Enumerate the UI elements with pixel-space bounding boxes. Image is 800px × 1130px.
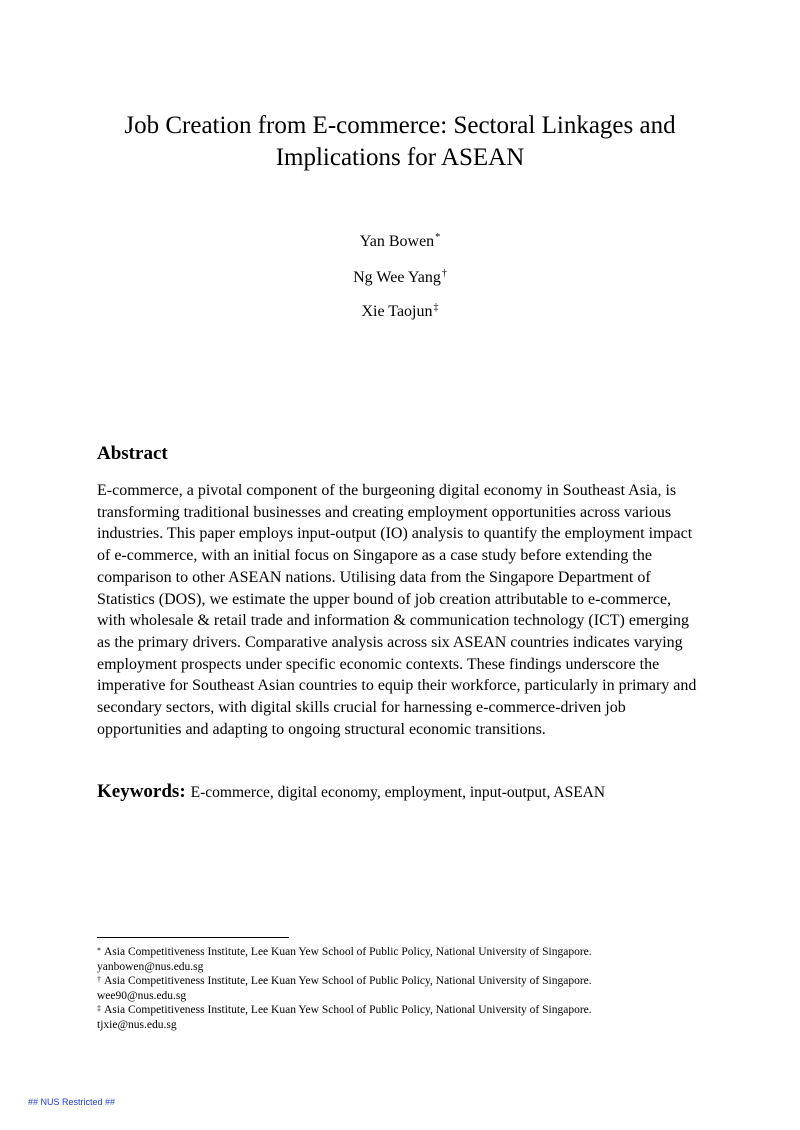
footnote-email: tjxie@nus.edu.sg xyxy=(97,1018,177,1031)
abstract-line: transforming traditional businesses and creating employment opportunities across various xyxy=(97,503,672,521)
abstract-line: as the primary drivers. Comparative analysis across six ASEAN countries indicates varying xyxy=(97,633,683,651)
footnote-mark: * xyxy=(97,946,101,955)
author-footnote-mark: * xyxy=(435,232,441,243)
keywords-label: Keywords: xyxy=(97,781,186,802)
abstract-line: Statistics (DOS), we estimate the upper bound of job creation attributable to e-commerce, xyxy=(97,590,672,608)
abstract-line: of e-commerce, with an initial focus on Singapore as a case study before extending the xyxy=(97,547,652,565)
author-name: Xie Taojun xyxy=(361,303,433,320)
paper-title-line-2: Implications for ASEAN xyxy=(275,144,525,171)
paper-title-line-1: Job Creation from E-commerce: Sectoral Linkages and xyxy=(124,112,676,139)
author-3 xyxy=(0,302,800,322)
paper-title xyxy=(90,110,710,174)
abstract-line: with wholesale & retail trade and information & communication technology (ICT) emerging xyxy=(97,612,689,630)
footnote-affiliation: * Asia Competitiveness Institute, Lee Kuan Yew School of Public Policy, National University of Singapore. xyxy=(97,946,592,958)
footnote-divider xyxy=(97,937,289,938)
keywords xyxy=(97,780,605,805)
footnote-email: yanbowen@nus.edu.sg xyxy=(97,960,204,973)
abstract-line: E-commerce, a pivotal component of the burgeoning digital economy in Southeast Asia, is xyxy=(97,482,677,499)
footnote-mark: † xyxy=(97,975,101,985)
keywords-text: E-commerce, digital economy, employment, input-output, ASEAN xyxy=(190,784,606,801)
footnotes xyxy=(97,945,717,1033)
abstract-line: opportunities and adapting to ongoing structural economic transitions. xyxy=(97,720,546,738)
author-1 xyxy=(0,232,800,252)
footnote-affiliation: † Asia Competitiveness Institute, Lee Kuan Yew School of Public Policy, National University of Singapore. xyxy=(97,975,592,988)
footnote-mark: ‡ xyxy=(97,1004,101,1014)
author-footnote-mark: ‡ xyxy=(433,302,439,313)
abstract-line: industries. This paper employs input-output (IO) analysis to quantify the employment impact xyxy=(97,525,693,543)
author-footnote-mark: † xyxy=(441,268,447,279)
classification-label: ## NUS Restricted ## xyxy=(28,1097,116,1107)
abstract-line: employment prospects under specific economic contexts. These findings underscore the xyxy=(97,655,660,673)
author-name: Yan Bowen xyxy=(359,233,435,250)
abstract-line: comparison to other ASEAN nations. Utilising data from the Singapore Department of xyxy=(97,568,651,586)
footnote-affiliation: ‡ Asia Competitiveness Institute, Lee Kuan Yew School of Public Policy, National University of Singapore. xyxy=(97,1004,592,1017)
author-2 xyxy=(0,268,800,288)
abstract-line: secondary sectors, with digital skills crucial for harnessing e-commerce-driven job xyxy=(97,699,626,717)
author-name: Ng Wee Yang xyxy=(353,269,441,286)
footnote-email: wee90@nus.edu.sg xyxy=(97,989,187,1002)
abstract-body xyxy=(97,480,707,740)
abstract-line: imperative for Southeast Asian countries to equip their workforce, particularly in primary and xyxy=(97,677,697,695)
abstract-heading: Abstract xyxy=(97,443,168,464)
